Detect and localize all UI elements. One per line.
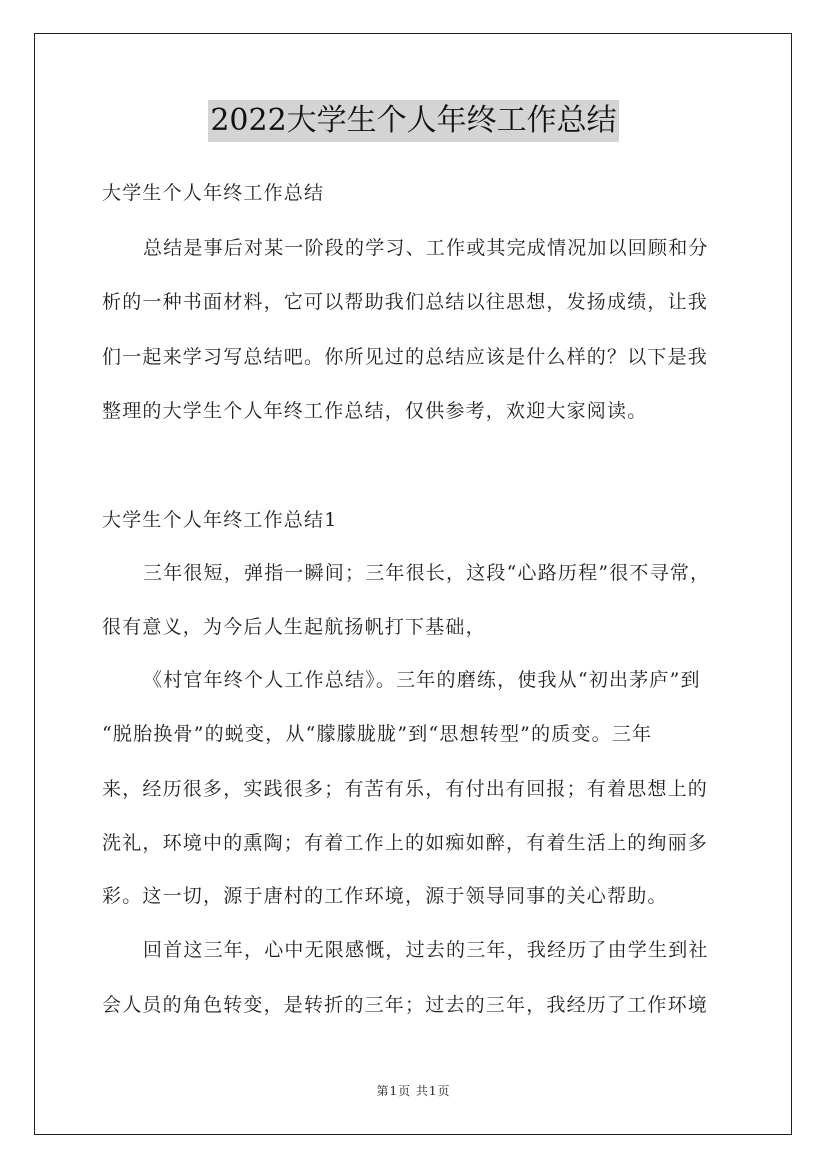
section-heading: 大学生个人年终工作总结: [102, 182, 325, 204]
paragraph-line: “脱胎换骨”的蜕变，从“朦朦胧胧”到“思想转型”的质变。三年: [102, 723, 653, 745]
paragraph-line: 析的一种书面材料，它可以帮助我们总结以往思想，发扬成绩，让我: [102, 291, 709, 313]
document-title: 2022大学生个人年终工作总结: [208, 100, 618, 142]
paragraph-line: 彩。这一切，源于唐村的工作环境，源于领导同事的关心帮助。: [102, 885, 668, 907]
page-number-footer: 第1页 共1页: [376, 1084, 451, 1098]
paragraph-line: 回首这三年，心中无限感慨，过去的三年，我经历了由学生到社: [143, 939, 709, 961]
paragraph-line: 来，经历很多，实践很多；有苦有乐，有付出有回报；有着思想上的: [102, 778, 709, 800]
paragraph-line: 们一起来学习写总结吧。你所见过的总结应该是什么样的？以下是我: [102, 346, 709, 368]
paragraph-line: 三年很短，弹指一瞬间；三年很长，这段“心路历程”很不寻常，: [143, 562, 711, 584]
section-heading: 大学生个人年终工作总结1: [102, 509, 338, 531]
paragraph-line: 洗礼，环境中的熏陶；有着工作上的如痴如醉，有着生活上的绚丽多: [102, 832, 709, 854]
paragraph-line: 《村官年终个人工作总结》。三年的磨练，使我从“初出茅庐”到: [143, 669, 701, 691]
paragraph-line: 很有意义，为今后人生起航扬帆打下基础，: [102, 616, 486, 638]
paragraph-line: 会人员的角色转变，是转折的三年；过去的三年，我经历了工作环境: [102, 994, 709, 1016]
paragraph-line: 总结是事后对某一阶段的学习、工作或其完成情况加以回顾和分: [143, 237, 709, 259]
title-container: [0, 100, 827, 142]
paragraph-line: 整理的大学生个人年终工作总结，仅供参考，欢迎大家阅读。: [102, 400, 648, 422]
